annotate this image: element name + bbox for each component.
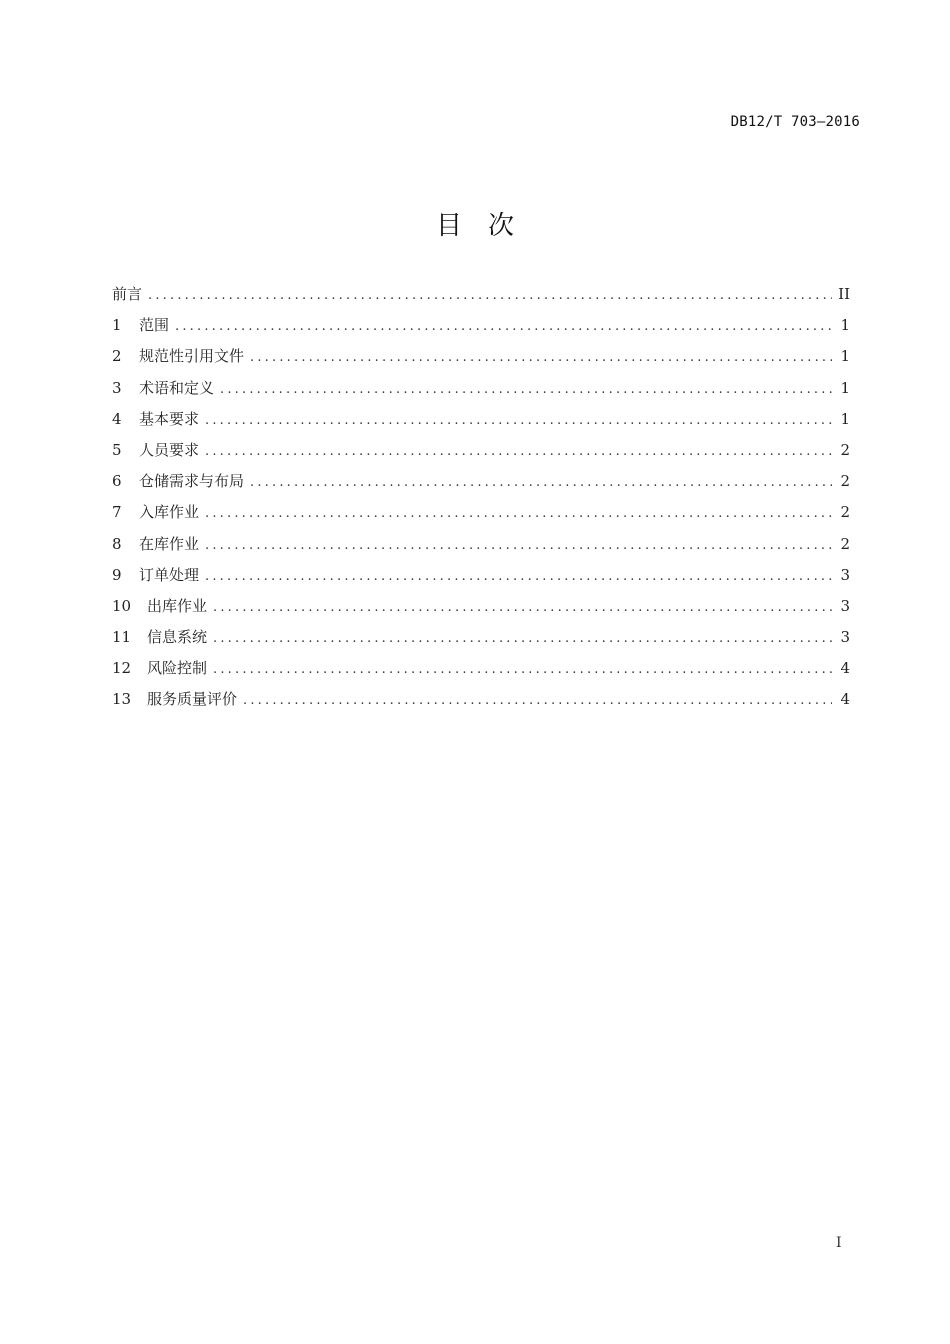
standard-code: DB12/T 703—2016 bbox=[730, 114, 860, 130]
toc-page: 2 bbox=[840, 534, 850, 553]
toc-label: 出库作业 bbox=[147, 596, 208, 615]
toc-entry-12[interactable] bbox=[112, 657, 850, 688]
toc-entry-10[interactable] bbox=[112, 595, 850, 626]
toc-leader-dots bbox=[205, 506, 832, 521]
toc-leader-dots bbox=[205, 444, 832, 459]
toc-leader-dots bbox=[205, 569, 832, 584]
toc-page: 4 bbox=[840, 659, 850, 678]
toc-number: 3 bbox=[112, 378, 122, 397]
toc-page: 2 bbox=[840, 440, 850, 459]
toc-page: 1 bbox=[840, 378, 850, 397]
table-of-contents bbox=[112, 283, 850, 720]
toc-leader-dots bbox=[243, 693, 832, 708]
toc-entry-11[interactable] bbox=[112, 626, 850, 657]
toc-entry-2[interactable] bbox=[112, 345, 850, 376]
toc-entry-8[interactable] bbox=[112, 533, 850, 564]
toc-entry-foreword[interactable] bbox=[112, 283, 850, 314]
toc-entry-6[interactable] bbox=[112, 470, 850, 501]
toc-entry-13[interactable] bbox=[112, 688, 850, 719]
toc-label: 前言 bbox=[112, 285, 143, 303]
toc-page: 2 bbox=[840, 472, 850, 491]
toc-label: 基本要求 bbox=[139, 409, 200, 428]
toc-leader-dots bbox=[250, 350, 832, 365]
toc-entry-9[interactable] bbox=[112, 564, 850, 595]
toc-entry-7[interactable] bbox=[112, 501, 850, 532]
toc-leader-dots bbox=[213, 631, 832, 646]
toc-number: 13 bbox=[112, 690, 132, 709]
toc-entry-5[interactable] bbox=[112, 439, 850, 470]
toc-page: 1 bbox=[840, 409, 850, 428]
toc-label: 人员要求 bbox=[139, 440, 200, 459]
toc-page: 3 bbox=[840, 565, 850, 584]
toc-page: 4 bbox=[840, 690, 850, 709]
toc-label: 规范性引用文件 bbox=[139, 347, 245, 366]
toc-label: 术语和定义 bbox=[139, 378, 215, 397]
toc-number: 1 bbox=[112, 316, 122, 335]
toc-entry-1[interactable] bbox=[112, 314, 850, 345]
toc-label: 服务质量评价 bbox=[147, 690, 238, 709]
page-number: I bbox=[836, 1235, 842, 1251]
toc-leader-dots bbox=[205, 538, 832, 553]
toc-label: 仓储需求与布局 bbox=[139, 472, 245, 491]
toc-leader-dots bbox=[205, 413, 832, 428]
toc-number: 7 bbox=[112, 503, 122, 522]
toc-leader-dots bbox=[213, 662, 832, 677]
toc-number: 10 bbox=[112, 596, 132, 615]
page-title: 目次 bbox=[435, 211, 540, 241]
toc-page: 3 bbox=[840, 628, 850, 647]
toc-entry-3[interactable] bbox=[112, 377, 850, 408]
toc-number: 4 bbox=[112, 409, 122, 428]
toc-leader-dots bbox=[148, 288, 832, 303]
toc-number: 9 bbox=[112, 565, 122, 584]
toc-label: 信息系统 bbox=[147, 628, 208, 647]
toc-leader-dots bbox=[213, 600, 832, 615]
toc-page: 1 bbox=[840, 316, 850, 335]
toc-label: 订单处理 bbox=[139, 565, 200, 584]
toc-leader-dots bbox=[220, 382, 832, 397]
toc-label: 范围 bbox=[139, 316, 170, 335]
toc-number: 12 bbox=[112, 659, 132, 678]
toc-page: 1 bbox=[840, 347, 850, 366]
toc-entry-4[interactable] bbox=[112, 408, 850, 439]
toc-number: 6 bbox=[112, 472, 122, 491]
toc-label: 在库作业 bbox=[139, 534, 200, 553]
toc-label: 风险控制 bbox=[147, 659, 208, 678]
toc-page: 3 bbox=[840, 596, 850, 615]
toc-number: 11 bbox=[112, 628, 132, 647]
toc-number: 8 bbox=[112, 534, 122, 553]
toc-leader-dots bbox=[175, 319, 832, 334]
toc-page: II bbox=[838, 285, 850, 303]
toc-page: 2 bbox=[840, 503, 850, 522]
toc-leader-dots bbox=[250, 475, 832, 490]
toc-number: 2 bbox=[112, 347, 122, 366]
toc-label: 入库作业 bbox=[139, 503, 200, 522]
toc-number: 5 bbox=[112, 440, 122, 459]
